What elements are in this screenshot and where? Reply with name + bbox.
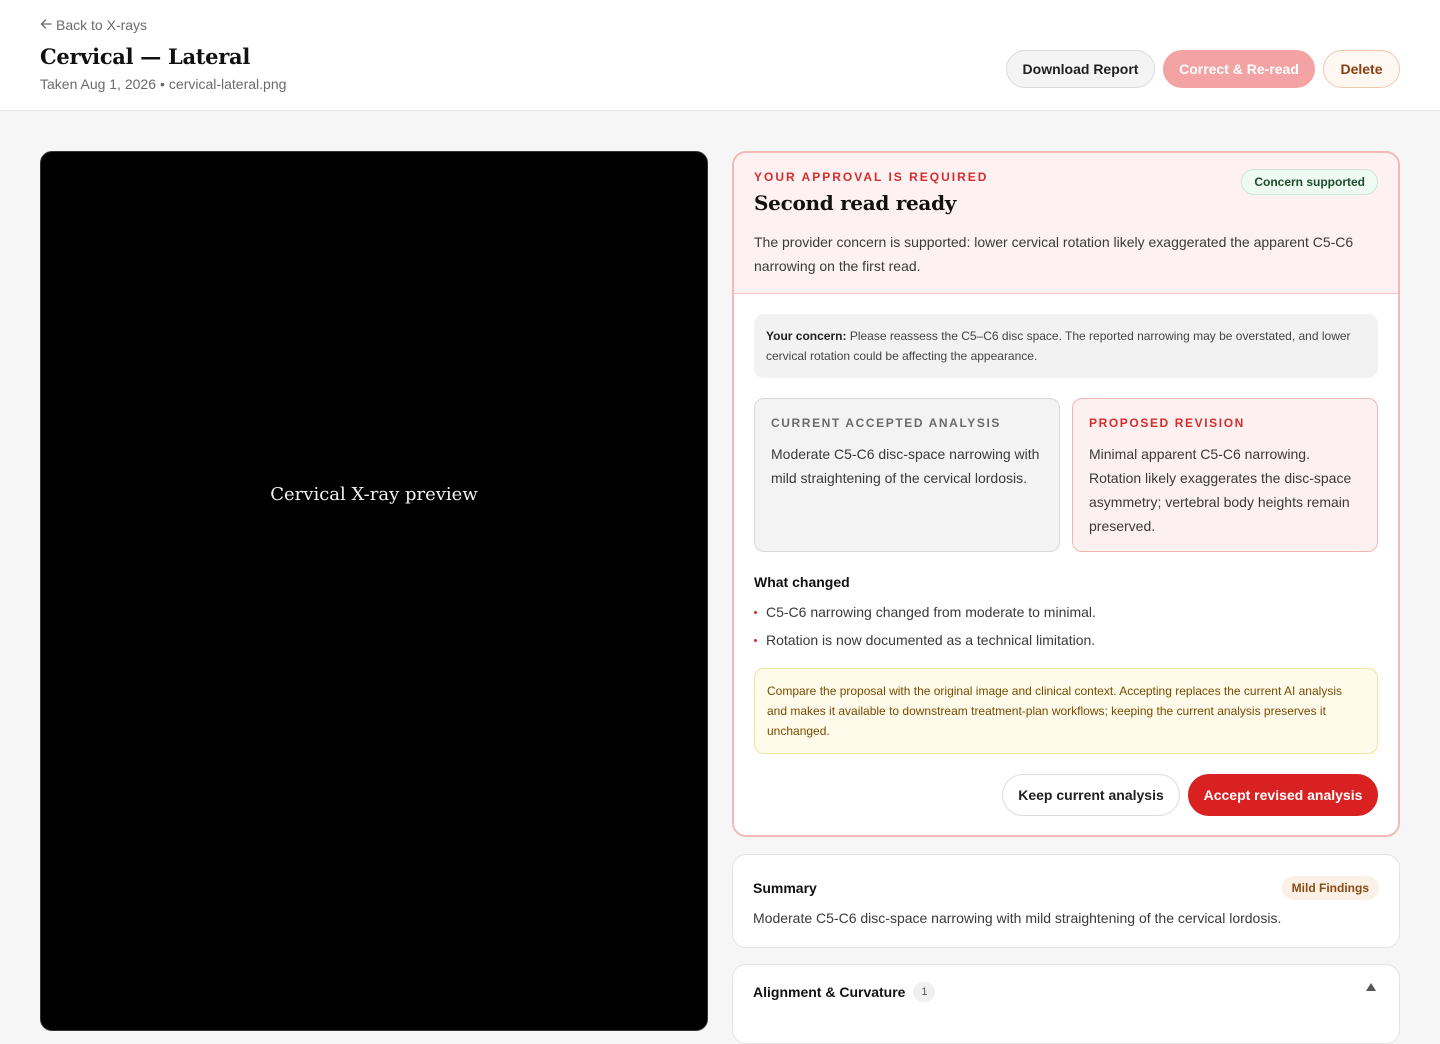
approval-header	[734, 153, 1398, 294]
what-changed-title: What changed	[754, 574, 850, 590]
bullet-icon	[754, 611, 757, 614]
approval-eyebrow: YOUR APPROVAL IS REQUIRED	[754, 170, 989, 184]
download-report-button[interactable]: Download Report	[1006, 50, 1155, 88]
approval-description: The provider concern is supported: lower cervical rotation likely exaggerated the apparent C5-C6 narrowing on the first read.	[754, 234, 1354, 274]
concern-text: Please reassess the C5–C6 disc space. The reported narrowing may be overstated, and lower cervical rotation could be affecting the appearance.	[766, 329, 1351, 363]
approval-panel	[732, 151, 1400, 837]
page-header	[0, 0, 1440, 111]
summary-text: Moderate C5-C6 disc-space narrowing with mild straightening of the cervical lordosis.	[753, 910, 1282, 926]
change-text: Rotation is now documented as a technical limitation.	[766, 632, 1096, 648]
proposed-revision-card	[1072, 398, 1378, 552]
subtitle-separator: •	[160, 76, 165, 92]
change-text: C5-C6 narrowing changed from moderate to minimal.	[766, 604, 1096, 620]
changes-list	[754, 598, 1096, 654]
back-link[interactable]	[40, 17, 147, 33]
list-item	[754, 598, 1096, 626]
finding-count-badge: 1	[913, 982, 935, 1002]
summary-card	[732, 854, 1400, 948]
current-analysis-card	[754, 398, 1060, 552]
xray-preview-label: Cervical X-ray preview	[270, 484, 478, 505]
arrow-left-icon	[40, 17, 52, 33]
provider-concern	[754, 314, 1378, 378]
approval-title: Second read ready	[754, 191, 957, 215]
back-link-label: Back to X-rays	[56, 17, 148, 33]
proposed-revision-label: PROPOSED REVISION	[1089, 416, 1245, 430]
file-name: cervical-lateral.png	[168, 76, 287, 92]
proposed-revision-text: Minimal apparent C5-C6 narrowing. Rotation likely exaggerates the disc-space asymmetry; vertebral body heights remain preserved.	[1089, 446, 1352, 534]
concern-supported-badge: Concern supported	[1241, 169, 1378, 195]
taken-date: Taken Aug 1, 2026	[40, 76, 156, 92]
alignment-title: Alignment & Curvature	[753, 984, 906, 1000]
bullet-icon	[754, 639, 757, 642]
alignment-section[interactable]	[732, 964, 1400, 1044]
delete-button[interactable]: Delete	[1323, 50, 1400, 88]
page-subtitle	[40, 76, 286, 92]
keep-current-button[interactable]: Keep current analysis	[1002, 774, 1180, 816]
mild-findings-badge: Mild Findings	[1282, 876, 1379, 900]
current-analysis-text: Moderate C5-C6 disc-space narrowing with mild straightening of the cervical lordosis.	[771, 446, 1040, 486]
current-analysis-label: CURRENT ACCEPTED ANALYSIS	[771, 416, 1002, 430]
approval-note: Compare the proposal with the original image and clinical context. Accepting replaces the current AI analysis and makes it available to downstream treatment-plan workflows; keeping the current analysis preserves it unchanged.	[754, 668, 1378, 754]
chevron-up-icon[interactable]	[1363, 979, 1379, 995]
page-title: Cervical — Lateral	[40, 44, 250, 69]
xray-preview[interactable]	[40, 151, 708, 1031]
alignment-header	[753, 982, 935, 1002]
summary-title: Summary	[753, 880, 817, 896]
concern-label: Your concern:	[766, 329, 847, 343]
list-item	[754, 626, 1096, 654]
accept-revised-button[interactable]: Accept revised analysis	[1188, 774, 1378, 816]
correct-reread-button[interactable]: Correct & Re-read	[1163, 50, 1315, 88]
